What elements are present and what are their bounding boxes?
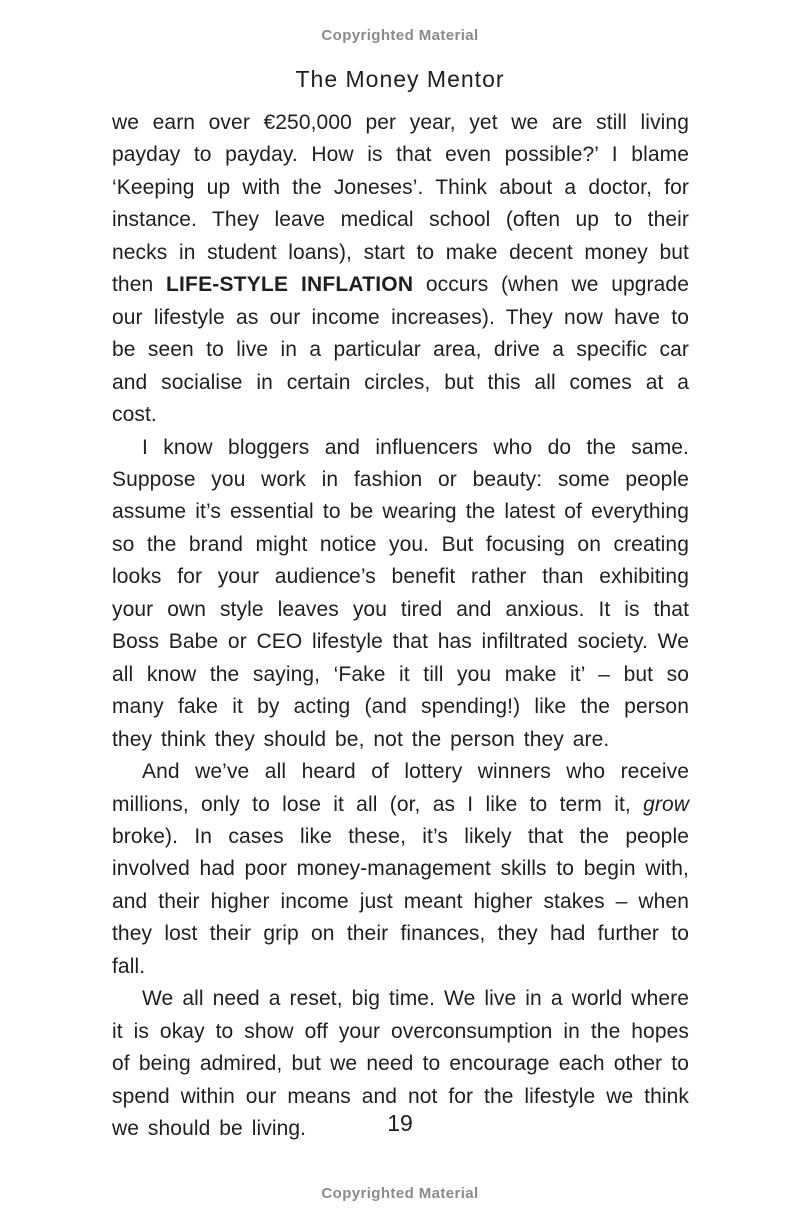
paragraph-1-text-after-bold: occurs (when we upgrade our lifestyle as our income increases). They now have to be seen to live in a particular area, drive a specific car and socialise in certain circles, but this all comes at a cost. (112, 273, 689, 427)
paragraph-3 (112, 756, 689, 983)
paragraph-3-text-after-italic: broke). In cases like these, it’s likely that the people involved had poor money-management skills to begin with, and their higher income just meant higher stakes – when they lost their grip on their finances, they had further to fall. (112, 824, 689, 978)
paragraph-4: We all need a reset, big time. We live in a world where it is okay to show off your overconsumption in the hopes of being admired, but we need to encourage each other to spend within our means and not for the lifestyle we think we should be living. (112, 987, 689, 1141)
body-text (112, 107, 689, 1146)
italic-term-grow: grow (643, 792, 689, 816)
paragraph-3-text-before-italic: And we’ve all heard of lottery winners who receive millions, only to lose it all (or, as I like to term it, (112, 760, 689, 816)
paragraph-1 (112, 107, 689, 432)
bold-term-lifestyle-inflation: LIFE-STYLE INFLATION (165, 273, 414, 297)
page-number: 19 (387, 1110, 413, 1136)
paragraph-2: I know bloggers and influencers who do the same. Suppose you work in fashion or beauty: some people assume it’s essential to be wearing the latest of everything so the brand might notice you. But focusing on creating looks for your audience’s benefit rather than exhibiting your own style leaves you tired and anxious. It is that Boss Babe or CEO lifestyle that has infiltrated society. We all know the saying, ‘Fake it till you make it’ – but so many fake it by acting (and spending!) like the person they think they should be, not the person they are. (112, 435, 689, 751)
copyright-watermark-top: Copyrighted Material (321, 27, 479, 44)
paragraph-1-text-before-bold: we earn over €250,000 per year, yet we are still living payday to payday. How is that even possible?’ I blame ‘Keeping up with the Joneses’. Think about a doctor, for instance. They leave medical school (often up to their necks in student loans), start to make decent money but then (112, 111, 689, 297)
running-header-title: The Money Mentor (295, 66, 505, 92)
copyright-watermark-bottom: Copyrighted Material (321, 1185, 479, 1202)
